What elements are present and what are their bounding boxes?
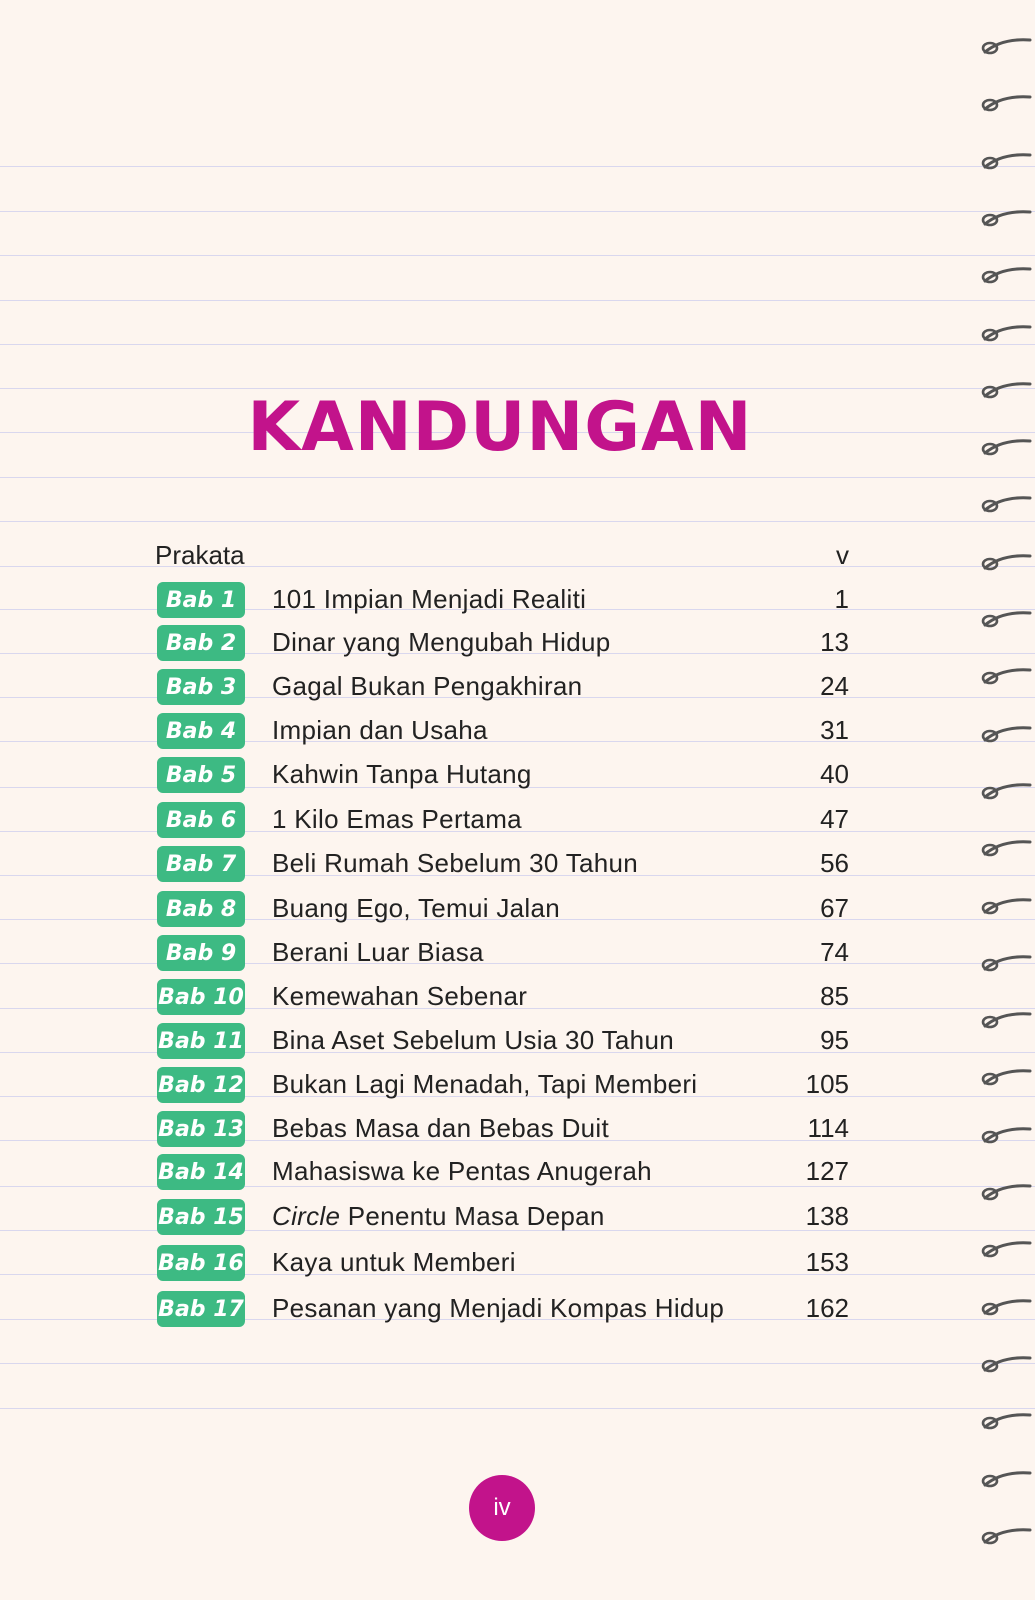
spiral-binding-icon: [980, 724, 1032, 744]
toc-entry-page: v: [836, 540, 849, 570]
toc-entry-page: 153: [805, 1247, 849, 1277]
spiral-binding-icon: [980, 896, 1032, 916]
toc-entry-chapter-12[interactable]: [155, 1065, 849, 1105]
chapter-badge: Bab 3: [157, 669, 245, 705]
ruled-line: [0, 300, 1035, 301]
toc-entry-page: 47: [820, 804, 849, 834]
spiral-binding-icon: [980, 494, 1032, 514]
toc-entry-chapter-8[interactable]: [155, 889, 849, 929]
toc-entry-page: 31: [820, 715, 849, 745]
ruled-line: [0, 211, 1035, 212]
spiral-binding-icon: [980, 151, 1032, 171]
toc-entry-chapter-3[interactable]: [155, 667, 849, 707]
toc-entry-title: Pesanan yang Menjadi Kompas Hidup: [272, 1293, 725, 1323]
spiral-binding-icon: [980, 838, 1032, 858]
toc-entry-title: Prakata: [155, 540, 245, 570]
spiral-binding-icon: [980, 1239, 1032, 1259]
chapter-badge: Bab 11: [157, 1023, 245, 1059]
spiral-binding-icon: [980, 1297, 1032, 1317]
toc-entry-title-rest: Penentu Masa Depan: [347, 1201, 605, 1231]
toc-entry-page: 95: [820, 1025, 849, 1055]
toc-entry-title: [272, 1201, 605, 1232]
chapter-badge: Bab 5: [157, 757, 245, 793]
toc-entry-page: 24: [820, 671, 849, 701]
ruled-line: [0, 1363, 1035, 1364]
toc-entry-title: Dinar yang Mengubah Hidup: [272, 627, 611, 657]
ruled-line: [0, 255, 1035, 256]
toc-entry-chapter-7[interactable]: [155, 844, 849, 884]
toc-entry-prakata[interactable]: [155, 536, 849, 576]
spiral-binding-icon: [980, 323, 1032, 343]
spiral-binding-icon: [980, 552, 1032, 572]
toc-entry-title: 1 Kilo Emas Pertama: [272, 804, 522, 834]
toc-entry-page: 40: [820, 759, 849, 789]
toc-entry-chapter-2[interactable]: [155, 623, 849, 663]
toc-entry-chapter-15[interactable]: [155, 1197, 849, 1237]
toc-entry-page: 85: [820, 981, 849, 1011]
toc-entry-chapter-13[interactable]: [155, 1109, 849, 1149]
toc-entry-title: Mahasiswa ke Pentas Anugerah: [272, 1156, 652, 1186]
page-title: KANDUNGAN: [247, 388, 753, 467]
spiral-binding-icon: [980, 208, 1032, 228]
chapter-badge: Bab 10: [157, 979, 245, 1015]
spiral-binding-icon: [980, 1182, 1032, 1202]
toc-entry-chapter-4[interactable]: [155, 711, 849, 751]
toc-entry-page: 13: [820, 627, 849, 657]
toc-entry-chapter-16[interactable]: [155, 1243, 849, 1283]
spiral-binding-icon: [980, 1526, 1032, 1546]
spiral-binding-icon: [980, 265, 1032, 285]
toc-entry-title: Impian dan Usaha: [272, 715, 488, 745]
chapter-badge: Bab 9: [157, 935, 245, 971]
toc-entry-page: 56: [820, 848, 849, 878]
spiral-binding-icon: [980, 93, 1032, 113]
spiral-binding-icon: [980, 609, 1032, 629]
toc-entry-title: Bina Aset Sebelum Usia 30 Tahun: [272, 1025, 674, 1055]
toc-entry-title-italic: Circle: [272, 1201, 341, 1231]
spiral-binding-icon: [980, 1469, 1032, 1489]
toc-entry-page: 105: [805, 1069, 849, 1099]
toc-entry-title: Beli Rumah Sebelum 30 Tahun: [272, 848, 639, 878]
toc-entry-chapter-6[interactable]: [155, 800, 849, 840]
page-number-badge: iv: [469, 1475, 535, 1541]
chapter-badge: Bab 8: [157, 891, 245, 927]
toc-entry-page: 67: [820, 893, 849, 923]
chapter-badge: Bab 7: [157, 846, 245, 882]
toc-entry-chapter-9[interactable]: [155, 933, 849, 973]
spiral-binding-icon: [980, 953, 1032, 973]
spiral-binding-icon: [980, 666, 1032, 686]
ruled-line: [0, 477, 1035, 478]
toc-entry-page: 1: [834, 584, 849, 614]
toc-entry-title: Bukan Lagi Menadah, Tapi Memberi: [272, 1069, 698, 1099]
toc-entry-chapter-14[interactable]: [155, 1152, 849, 1192]
toc-entry-title: Gagal Bukan Pengakhiran: [272, 671, 583, 701]
chapter-badge: Bab 14: [157, 1154, 245, 1190]
toc-entry-page: 127: [805, 1156, 849, 1186]
chapter-badge: Bab 15: [157, 1199, 245, 1235]
spiral-binding-icon: [980, 1354, 1032, 1374]
toc-entry-title: Kaya untuk Memberi: [272, 1247, 516, 1277]
toc-entry-title: Bebas Masa dan Bebas Duit: [272, 1113, 610, 1143]
toc-entry-chapter-17[interactable]: [155, 1289, 849, 1329]
chapter-badge: Bab 4: [157, 713, 245, 749]
chapter-badge: Bab 2: [157, 625, 245, 661]
toc-entry-title: Berani Luar Biasa: [272, 937, 484, 967]
ruled-line: [0, 521, 1035, 522]
spiral-binding-icon: [980, 36, 1032, 56]
toc-entry-page: 74: [820, 937, 849, 967]
toc-entry-title: Kemewahan Sebenar: [272, 981, 528, 1011]
toc-entry-page: 162: [805, 1293, 849, 1323]
toc-entry-title: Buang Ego, Temui Jalan: [272, 893, 560, 923]
ruled-line: [0, 166, 1035, 167]
chapter-badge: Bab 6: [157, 802, 245, 838]
spiral-binding-icon: [980, 781, 1032, 801]
chapter-badge: Bab 1: [157, 582, 245, 618]
ruled-line: [0, 1408, 1035, 1409]
toc-entry-title: Kahwin Tanpa Hutang: [272, 759, 532, 789]
toc-entry-chapter-5[interactable]: [155, 755, 849, 795]
chapter-badge: Bab 17: [157, 1291, 245, 1327]
spiral-binding-icon: [980, 1125, 1032, 1145]
toc-entry-chapter-11[interactable]: [155, 1021, 849, 1061]
chapter-badge: Bab 12: [157, 1067, 245, 1103]
chapter-badge: Bab 13: [157, 1111, 245, 1147]
toc-entry-chapter-1[interactable]: [155, 580, 849, 620]
toc-entry-page: 114: [807, 1113, 849, 1143]
spiral-binding-icon: [980, 1411, 1032, 1431]
spiral-binding-icon: [980, 1067, 1032, 1087]
toc-entry-page: 138: [805, 1201, 849, 1231]
spiral-binding-icon: [980, 1010, 1032, 1030]
chapter-badge: Bab 16: [157, 1245, 245, 1281]
ruled-line: [0, 344, 1035, 345]
toc-entry-chapter-10[interactable]: [155, 977, 849, 1017]
toc-entry-title: 101 Impian Menjadi Realiti: [272, 584, 587, 614]
